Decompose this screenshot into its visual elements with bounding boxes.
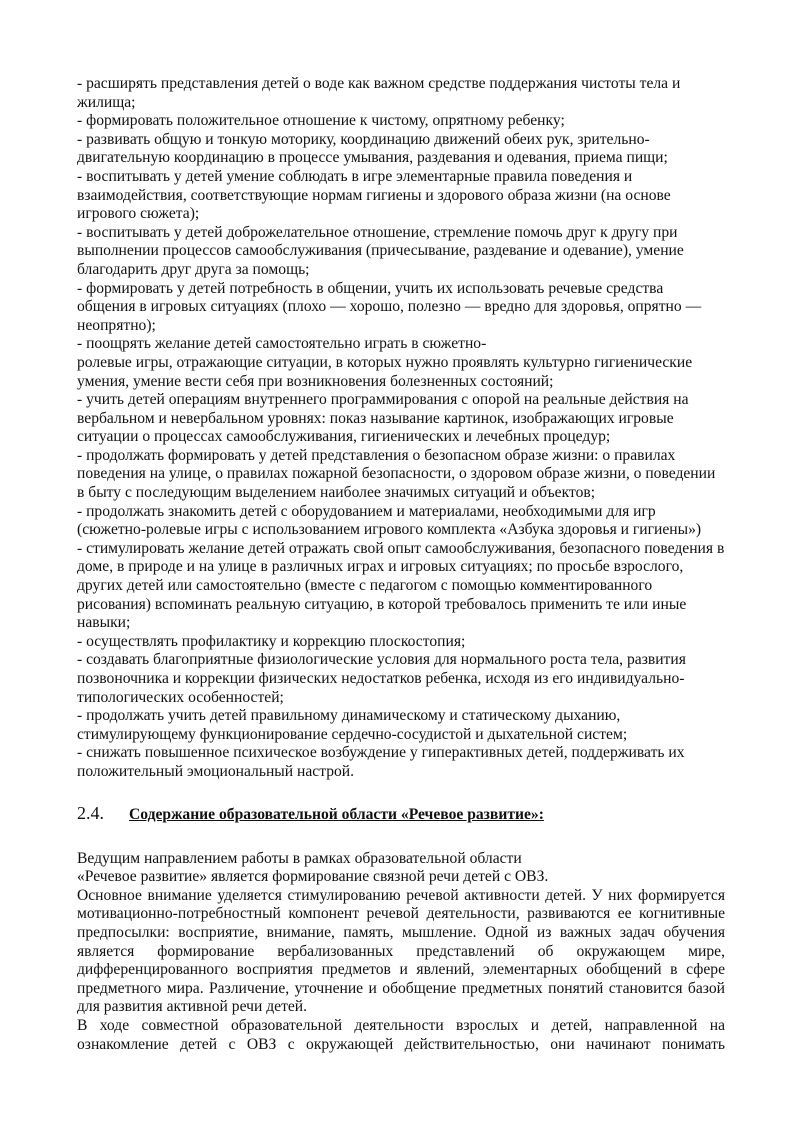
goal-item: - учить детей операциям внутреннего программирования с опорой на реальные действия на вербальном и невербальном уровнях: показ называние картинок, изображающих игровые ситуации о процессах самообслуживания, гигиенических и лечебных процедур;: [77, 391, 689, 446]
goal-item: - продолжать учить детей правильному динамическому и статическому дыханию, стимулирующему функционирование сердечно-сосудистой и дыхательной систем;: [77, 707, 628, 743]
goal-item: - воспитывать у детей доброжелательное отношение, стремление помочь друг к другу при выполнении процессов самообслуживания (причесывание, раздевание и одевание), умение благодарить друг друга за помощь;: [77, 223, 684, 278]
section-heading: [77, 802, 725, 826]
goal-item: - продолжать знакомить детей с оборудованием и материалами, необходимыми для игр (сюжетно-ролевые игры с использованием игрового комплекта «Азбука здоровья и гигиены»): [77, 502, 702, 539]
goals-list: [77, 75, 725, 782]
goal-item: - осуществлять профилактику и коррекцию плоскостопия;: [77, 632, 466, 650]
goal-item: - снижать повышенное психическое возбуждение у гиперактивных детей, поддерживать их положительный эмоциональный настрой.: [77, 744, 685, 780]
goal-item: - развивать общую и тонкую моторику, координацию движений обеих рук, зрительно-двигательную координацию в процессе умывания, раздевания и одевания, приема пищи;: [77, 130, 668, 167]
paragraph: Ведущим направлением работы в рамках образовательной области: [77, 849, 522, 867]
goal-item: - создавать благоприятные физиологические условия для нормального роста тела, развития позвоночника и коррекции физических недостатков ребенка, исходя из его индивидуально-типологических особенностей;: [77, 651, 686, 706]
goal-item: - формировать у детей потребность в общении, учить их использовать речевые средства общения в игровых ситуациях (плохо — хорошо, полезно — вредно для здоровья, опрятно — неопрятно);: [77, 279, 702, 334]
goal-item: - воспитывать у детей умение соблюдать в игре элементарные правила поведения и взаимодействия, соответствующие нормам гигиены и здорового образа жизни (на основе игрового сюжета);: [77, 167, 671, 223]
paragraph: Основное внимание уделяется стимулированию речевой активности детей. У них формируется мотивационно-потребностный компонент речевой деятельности, развиваются ее когнитивные предпосылки: восприятие, внимание, память, мышление. Одной из важных задач обучения является формирование вербализованных представлений об окружающем мире, дифференцированного восприятия предметов и явлений, элементарных обобщений в сфере предметного мира. Различение, уточнение и обобщение предметных понятий становится базой для развития активной речи детей.: [77, 886, 725, 1016]
section-title: Содержание образовательной области «Речевое развитие»:: [129, 805, 544, 823]
paragraph: В ходе совместной образовательной деятельности взрослых и детей, направленной на ознакомление детей с ОВЗ с окружающей действительностью, они начинают понимать: [77, 1016, 725, 1053]
page-content: [77, 75, 725, 1054]
goal-item: - стимулировать желание детей отражать свой опыт самообслуживания, безопасного поведения в доме, в природе и на улице в различных играх и игровых ситуациях; по просьбе взрослого, других детей или самостоятельно (вместе с педагогом с помощью комментированного рисования) вспоминать реальную ситуацию, в которой требовалось применить те или иные навыки;: [77, 539, 725, 632]
goal-item: ролевые игры, отражающие ситуации, в которых нужно проявлять культурно гигиенические умения, умение вести себя при возникновения болезненных состояний;: [77, 353, 693, 390]
goal-item: - поощрять желание детей самостоятельно играть в сюжетно-: [77, 335, 487, 353]
goal-item: - формировать положительное отношение к чистому, опрятному ребенку;: [77, 112, 565, 130]
paragraph: «Речевое развитие» является формирование связной речи детей с ОВЗ.: [77, 868, 549, 886]
section-number: 2.4.: [77, 802, 104, 823]
goal-item: - продолжать формировать у детей представления о безопасном образе жизни: о правилах поведения на улице, о правилах пожарной безопасности, о здоровом образе жизни, о поведении в быту с последующим выделением наиболее значимых ситуаций и объектов;: [77, 446, 716, 502]
goal-item: - расширять представления детей о воде как важном средстве поддержания чистоты тела и жилища;: [77, 75, 681, 111]
